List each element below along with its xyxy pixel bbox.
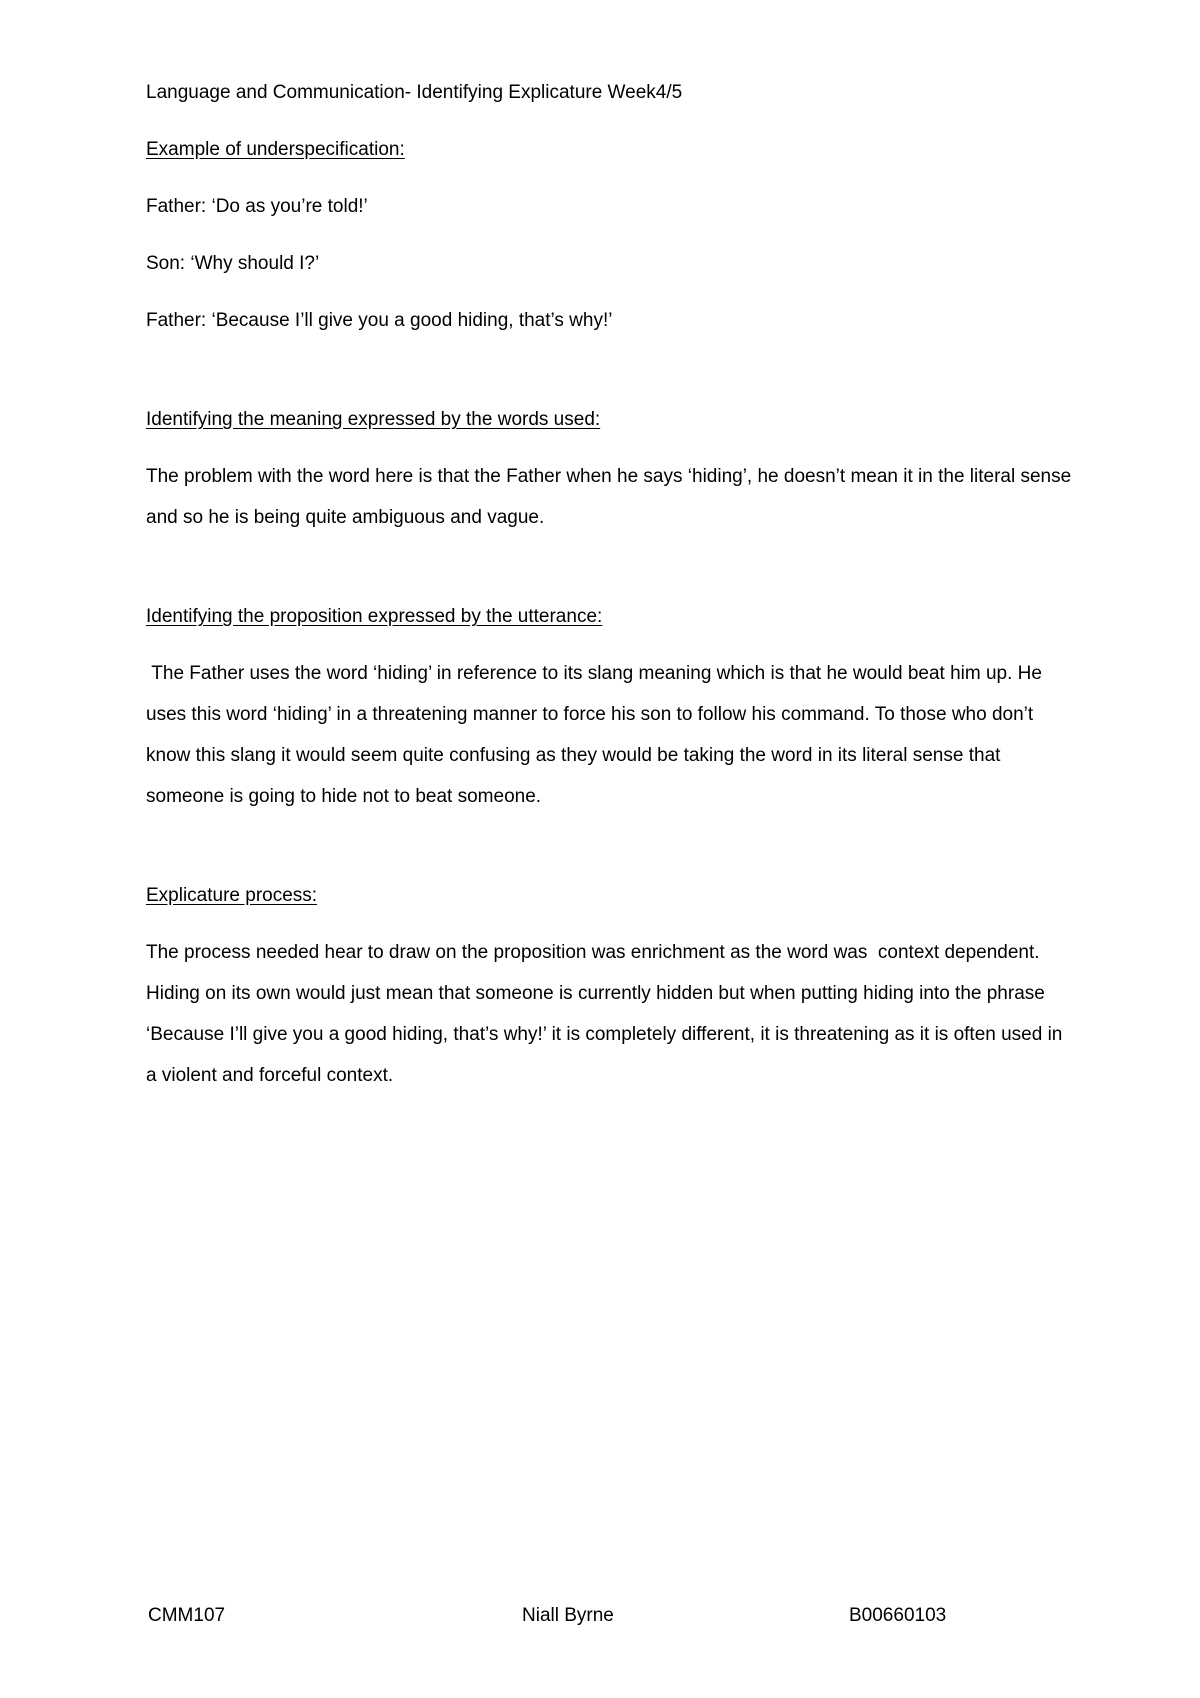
footer-author: Niall Byrne — [522, 1605, 614, 1626]
dialogue-line: Son: ‘Why should I?’ — [146, 253, 320, 274]
explicature-heading: Explicature process: — [146, 885, 318, 906]
footer-student-id: B00660103 — [849, 1605, 947, 1626]
dialogue-line: Father: ‘Because I’ll give you a good hiding, that’s why!’ — [146, 310, 613, 331]
explicature-paragraph: The process needed hear to draw on the proposition was enrichment as the word was context dependent. Hiding on its own would just mean that someone is currently hidden but when putting hiding into the phrase ‘Because I’ll give you a good hiding, that’s why!’ it is completely different, it is threatening as it is often used in a violent and forceful context. — [146, 942, 1068, 1086]
document-title: Language and Communication- Identifying Explicature Week4/5 — [146, 82, 683, 103]
footer-module-code: CMM107 — [148, 1605, 226, 1626]
example-heading: Example of underspecification: — [146, 139, 405, 160]
meaning-heading: Identifying the meaning expressed by the words used: — [146, 409, 601, 430]
document-content — [146, 72, 1076, 1096]
proposition-heading: Identifying the proposition expressed by the utterance: — [146, 606, 603, 627]
dialogue-line: Father: ‘Do as you’re told!’ — [146, 196, 368, 217]
meaning-paragraph: The problem with the word here is that the Father when he says ‘hiding’, he doesn’t mean it in the literal sense and so he is being quite ambiguous and vague. — [146, 466, 1072, 528]
proposition-paragraph: The Father uses the word ‘hiding’ in reference to its slang meaning which is that he would beat him up. He uses this word ‘hiding’ in a threatening manner to force his son to follow his command. To those who don’t know this slang it would seem quite confusing as they would be taking the word in its literal sense that someone is going to hide not to beat someone. — [146, 663, 1048, 807]
